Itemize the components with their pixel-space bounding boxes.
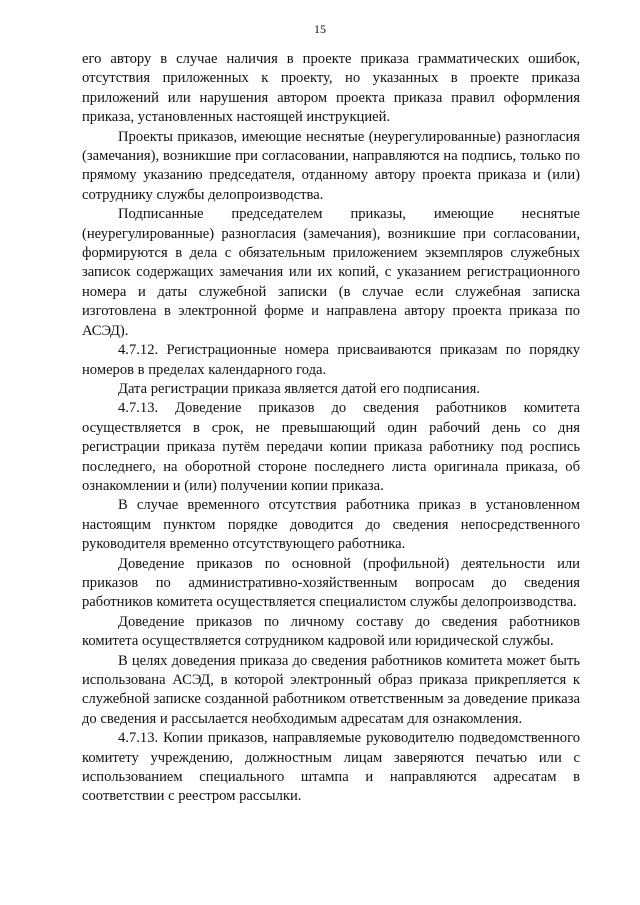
page-number: 15 bbox=[314, 22, 326, 36]
paragraph-main-activity-orders: Доведение приказов по основной (профильной) деятельности или приказов по административно-хозяйственным вопросам до сведения работников комитета осуществляется специалистом службы делопроизводства. bbox=[82, 555, 580, 611]
paragraph-4-7-13-copies: 4.7.13. Копии приказов, направляемые руководителю подведомственного комитету учреждению, должностным лицам заверяются печатью или с использованием специального штампа и направляются адресатам в соответствии с реестром рассылки. bbox=[82, 730, 580, 805]
paragraph-4-7-13-bringing-orders: 4.7.13. Доведение приказов до сведения работников комитета осуществляется в срок, не превышающий один рабочий день со дня регистрации приказа путём передачи копии приказа работнику под роспись последнего, на оборотной стороне последнего листа оригинала приказа, об ознакомлении и (или) получении копии приказа. bbox=[82, 400, 580, 494]
paragraph-registration-date: Дата регистрации приказа является датой его подписания. bbox=[118, 380, 480, 397]
paragraph-signed-orders: Подписанные председателем приказы, имеющие неснятые (неурегулированные) разногласия (замечания), возникшие при согласовании, формируются в дела с обязательным приложением экземпляров служебных записок содержащих замечания или их копий, с указанием регистрационного номера и даты служебной записки (в случае если служебная записка изготовлена в электронной форме и направлена автору проекта приказа по АСЭД). bbox=[82, 206, 580, 339]
paragraph-personnel-orders: Доведение приказов по личному составу до сведения работников комитета осуществляется сотрудником кадровой или юридической службы. bbox=[82, 613, 580, 650]
paragraph-continuation: его автору в случае наличия в проекте приказа грамматических ошибок, отсутствия приложенных к проекту, но указанных в проекте приказа приложений или нарушения автором проекта приказа правил оформления приказа, установленных настоящей инструкцией. bbox=[82, 51, 580, 126]
paragraph-unresolved-disagreements: Проекты приказов, имеющие неснятые (неурегулированные) разногласия (замечания), возникшие при согласовании, направляются на подпись, только по прямому указанию председателя, отданному автору проекта приказа и (или) сотруднику службы делопроизводства. bbox=[82, 128, 580, 203]
document-body bbox=[82, 50, 580, 807]
paragraph-ased-usage: В целях доведения приказа до сведения работников комитета может быть использована АСЭД, в которой электронный образ приказа прикрепляется к служебной записке созданной работником ответственным за доведение приказа до сведения и рассылается необходимым адресатам для ознакомления. bbox=[82, 652, 580, 727]
paragraph-4-7-12: 4.7.12. Регистрационные номера присваиваются приказам по порядку номеров в пределах календарного года. bbox=[82, 342, 580, 378]
paragraph-temporary-absence: В случае временного отсутствия работника приказ в установленном настоящим пунктом порядке доводится до сведения непосредственного руководителя временно отсутствующего работника. bbox=[82, 497, 580, 553]
